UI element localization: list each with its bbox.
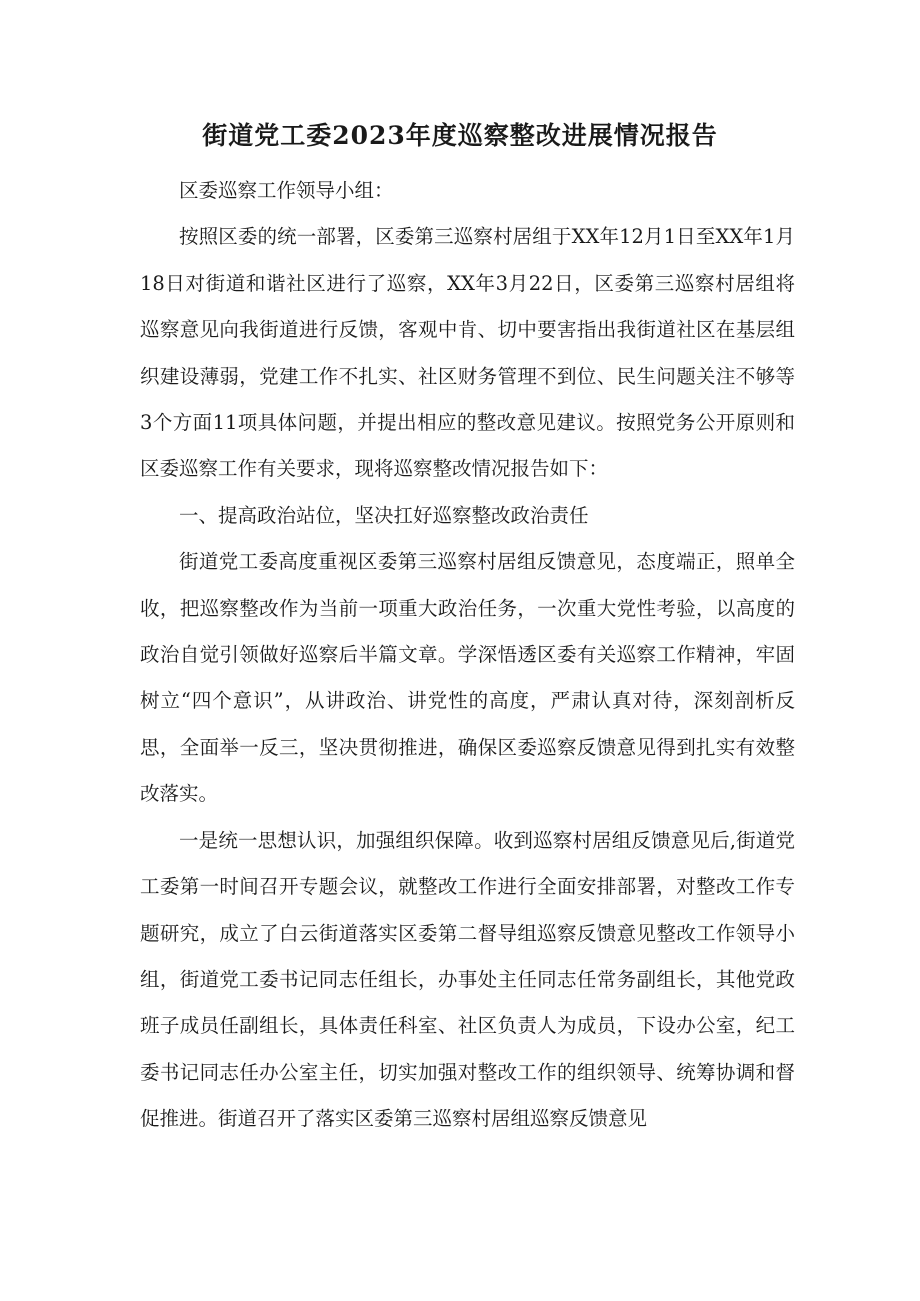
paragraph-section-1: 街道党工委高度重视区委第三巡察村居组反馈意见，态度端正，照单全收，把巡察整改作为当前一项重大政治任务，一次重大党性考验，以高度的政治自觉引领做好巡察后半篇文章。学深悟透区委有关巡察工作精神，牢固树立“四个意识”，从讲政治、讲党性的高度，严肃认真对待，深刻剖析反思，全面举一反三，坚决贯彻推进，确保区委巡察反馈意见得到扎实有效整改落实。 [140, 550, 795, 806]
section-heading-1: 一、提高政治站位，坚决扛好巡察整改政治责任 [179, 503, 589, 527]
document-body [140, 168, 795, 1143]
document-title: 街道党工委2023年度巡察整改进展情况报告 [202, 121, 718, 150]
paragraph-intro: 按照区委的统一部署，区委第三巡察村居组于XX年12月1日至XX年1月18日对街道和谐社区进行了巡察，XX年3月22日，区委第三巡察村居组将巡察意见向我街道进行反馈，客观中肯、切中要害指出我街道社区在基层组织建设薄弱，党建工作不扎实、社区财务管理不到位、民生问题关注不够等3个方面11项具体问题，并提出相应的整改意见建议。按照党务公开原则和区委巡察工作有关要求，现将巡察整改情况报告如下： [140, 225, 795, 481]
paragraph-point-1: 一是统一思想认识，加强组织保障。收到巡察村居组反馈意见后,街道党工委第一时间召开专题会议，就整改工作进行全面安排部署，对整改工作专题研究，成立了白云街道落实区委第二督导组巡察反馈意见整改工作领导小组，街道党工委书记同志任组长，办事处主任同志任常务副组长，其他党政班子成员任副组长，具体责任科室、社区负责人为成员，下设办公室，纪工委书记同志任办公室主任，切实加强对整改工作的组织领导、统筹协调和督促推进。街道召开了落实区委第三巡察村居组巡察反馈意见 [140, 828, 795, 1131]
salutation: 区委巡察工作领导小组： [179, 179, 394, 202]
